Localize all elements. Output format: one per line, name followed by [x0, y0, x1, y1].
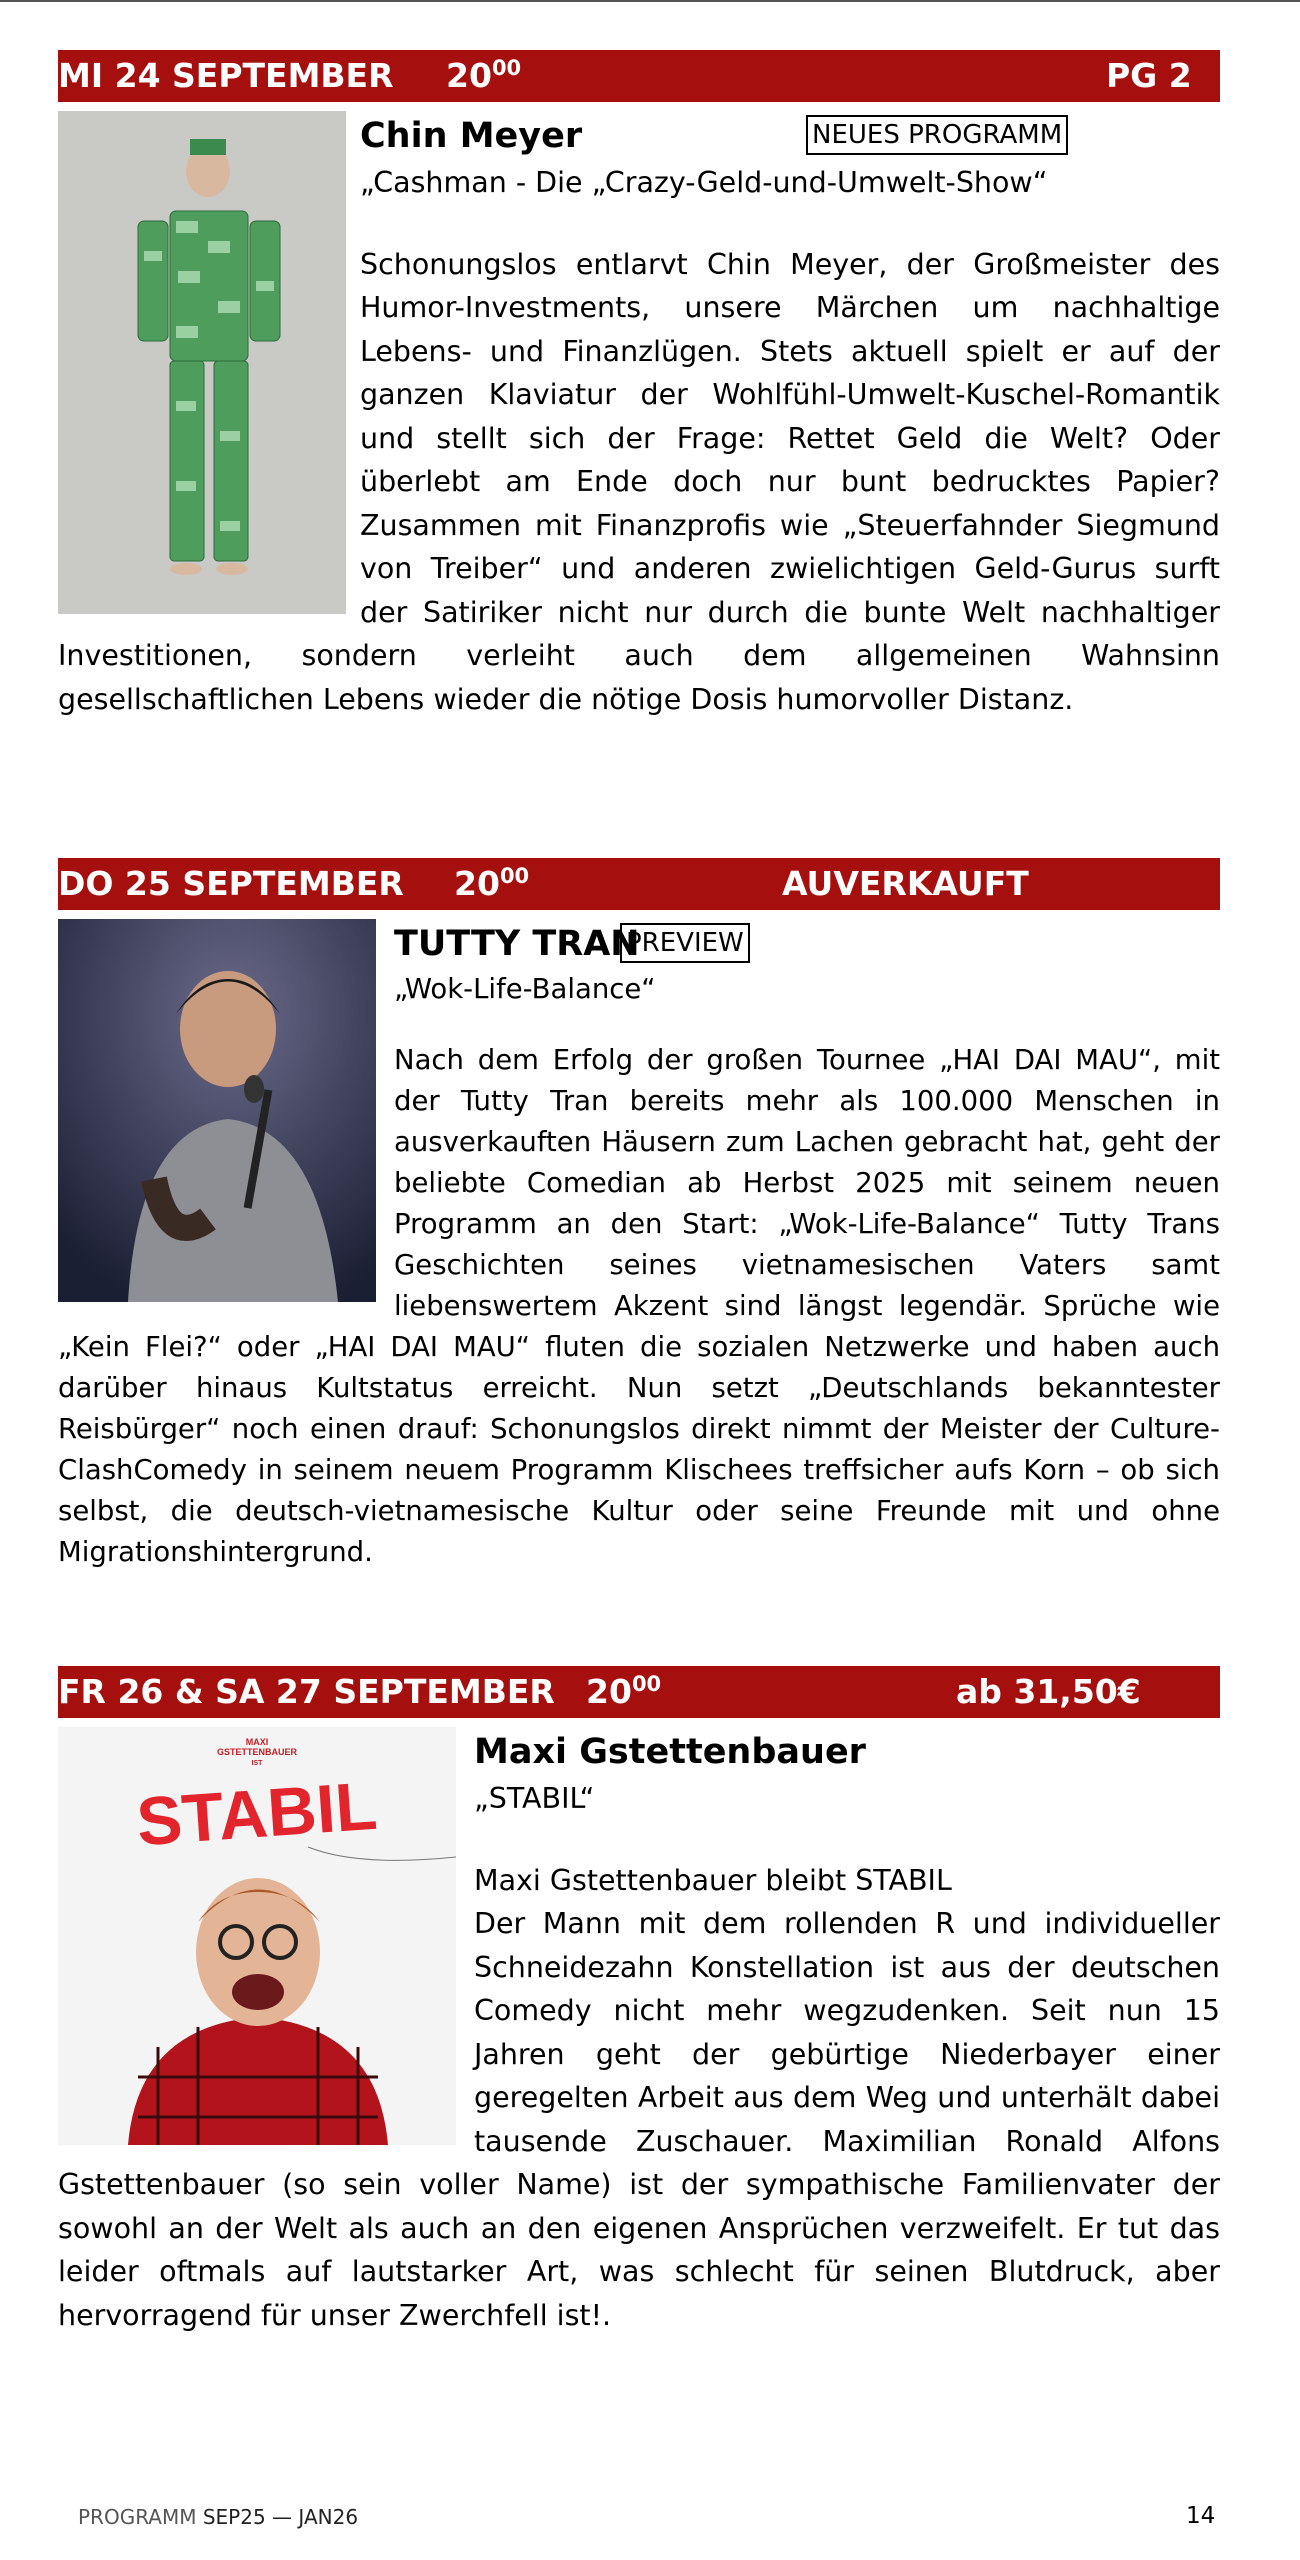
event-date: FR 26 & SA 27 SEPTEMBER: [58, 1672, 555, 1711]
title-row: [58, 111, 1220, 161]
event-status: AUVERKAUFT: [782, 864, 1029, 903]
artist-photo: [58, 919, 376, 1302]
event-description: Schonungslos entlarvt Chin Meyer, der Großmeister des Humor-Investments, unsere Märchen um nachhaltige Lebens- und Finanzlügen. Stets aktuell spielt er auf der ganzen Klaviatur der Wohlfühl-Umwelt-Kuschel-Romantik und stellt sich der Frage: Rettet Geld die Welt? Oder überlebt am Ende doch nur bunt bedrucktes Papier? Zusammen mit Finanzprofis wie „Steuerfahnder Siegmund von Treiber“ und anderen zwielichtigen Geld-Gurus surft der Satiriker nicht nur durch die bunte Welt nachhaltiger Investitionen, sondern verleiht auch dem allgemeinen Wahnsinn gesellschaftlichen Lebens wieder die nötige Dosis humorvoller Distanz.: [58, 247, 1220, 716]
poster-small-text-1: MAXI: [245, 1737, 269, 1747]
event-time: $20^{00}$: [446, 56, 522, 95]
event-status: PG 2: [1106, 56, 1192, 95]
event-tutty-tran: [58, 858, 1220, 1573]
description-lead: Maxi Gstettenbauer bleibt STABIL: [474, 1863, 952, 1897]
event-content: [58, 919, 1220, 1573]
artist-name: Maxi Gstettenbauer: [474, 1732, 866, 1772]
event-time: $20^{00}$: [454, 864, 530, 903]
event-content: [58, 1727, 1220, 2337]
footer-program: [78, 2505, 358, 2529]
artist-name: Chin Meyer: [360, 116, 583, 156]
event-banner: [58, 1666, 1220, 1718]
poster-small-text-2: GSTETTENBAUER: [216, 1747, 298, 1757]
artist-name: TUTTY TRAN: [394, 924, 640, 964]
program-tag: PREVIEW: [620, 923, 750, 963]
description-body: Der Mann mit dem rollenden R und individueller Schneidezahn Konstellation ist aus der deutschen Comedy nicht mehr wegzudenken. Seit nun 15 Jahren geht der gebürtige Niederbayer einer geregelten Arbeit aus dem Weg und unterhält dabei tausende Zuschauer. Maximilian Ronald Alfons Gstettenbauer (so sein voller Name) ist der sympathische Familienvater der sowohl an der Welt als auch an den eigenen Ansprüchen verzweifelt. Er tut das leider oftmals auf lautstarker Art, was schlecht für seinen Blutdruck, aber hervorragend für unser Zwerchfell ist!.: [58, 1907, 1220, 2332]
event-status: ab 31,50€: [956, 1672, 1141, 1711]
top-rule: [0, 0, 1300, 2]
poster-title: STABIL: [134, 1767, 380, 1861]
event-banner: [58, 50, 1220, 102]
artist-poster: [58, 1727, 456, 2145]
event-maxi-gstettenbauer: [58, 1666, 1220, 2337]
title-row: [58, 1727, 1220, 1777]
show-title: „STABIL“: [474, 1782, 595, 1815]
event-date: MI 24 SEPTEMBER: [58, 56, 394, 95]
event-content: [58, 111, 1220, 721]
event-chin-meyer: [58, 50, 1220, 721]
event-description: Nach dem Erfolg der großen Tournee „HAI DAI MAU“, mit der Tutty Tran bereits mehr als 100.000 Menschen in ausverkauften Häusern zum Lachen gebracht hat, geht der beliebte Comedian ab Herbst 2025 mit seinem neuen Programm an den Start: „Wok-Life-Balance“ Tutty Trans Geschichten seines vietnamesischen Vaters samt liebenswertem Akzent sind längst legendär. Sprüche wie „Kein Flei?“ oder „HAI DAI MAU“ fluten die sozialen Netzwerke und haben auch darüber hinaus Kultstatus erreicht. Nun setzt „Deutschlands bekanntester Reisbürger“ noch einen drauf: Schonungslos direkt nimmt der Meister der Culture-ClashComedy in seinem neuem Programm Klischees treffsicher aufs Korn – ob sich selbst, die deutsch-vietnamesische Kultur oder seine Freunde mit und ohne Migrationshintergrund.: [58, 1044, 1220, 1568]
title-row: [58, 919, 1220, 969]
event-banner: [58, 858, 1220, 910]
poster-small-text-3: IST: [251, 1760, 263, 1767]
event-time: $20^{00}$: [586, 1672, 662, 1711]
artist-photo: [58, 111, 346, 614]
event-date: DO 25 SEPTEMBER: [58, 864, 404, 903]
footer-range: SEP25 — JAN26: [202, 2505, 359, 2529]
show-title: „Cashman - Die „Crazy-Geld-und-Umwelt-Show“: [360, 166, 1048, 199]
page-number: 14: [1186, 2503, 1216, 2529]
program-tag: NEUES PROGRAMM: [806, 115, 1068, 155]
footer-label: PROGRAMM: [78, 2505, 197, 2529]
show-title: „Wok-Life-Balance“: [394, 973, 656, 1005]
